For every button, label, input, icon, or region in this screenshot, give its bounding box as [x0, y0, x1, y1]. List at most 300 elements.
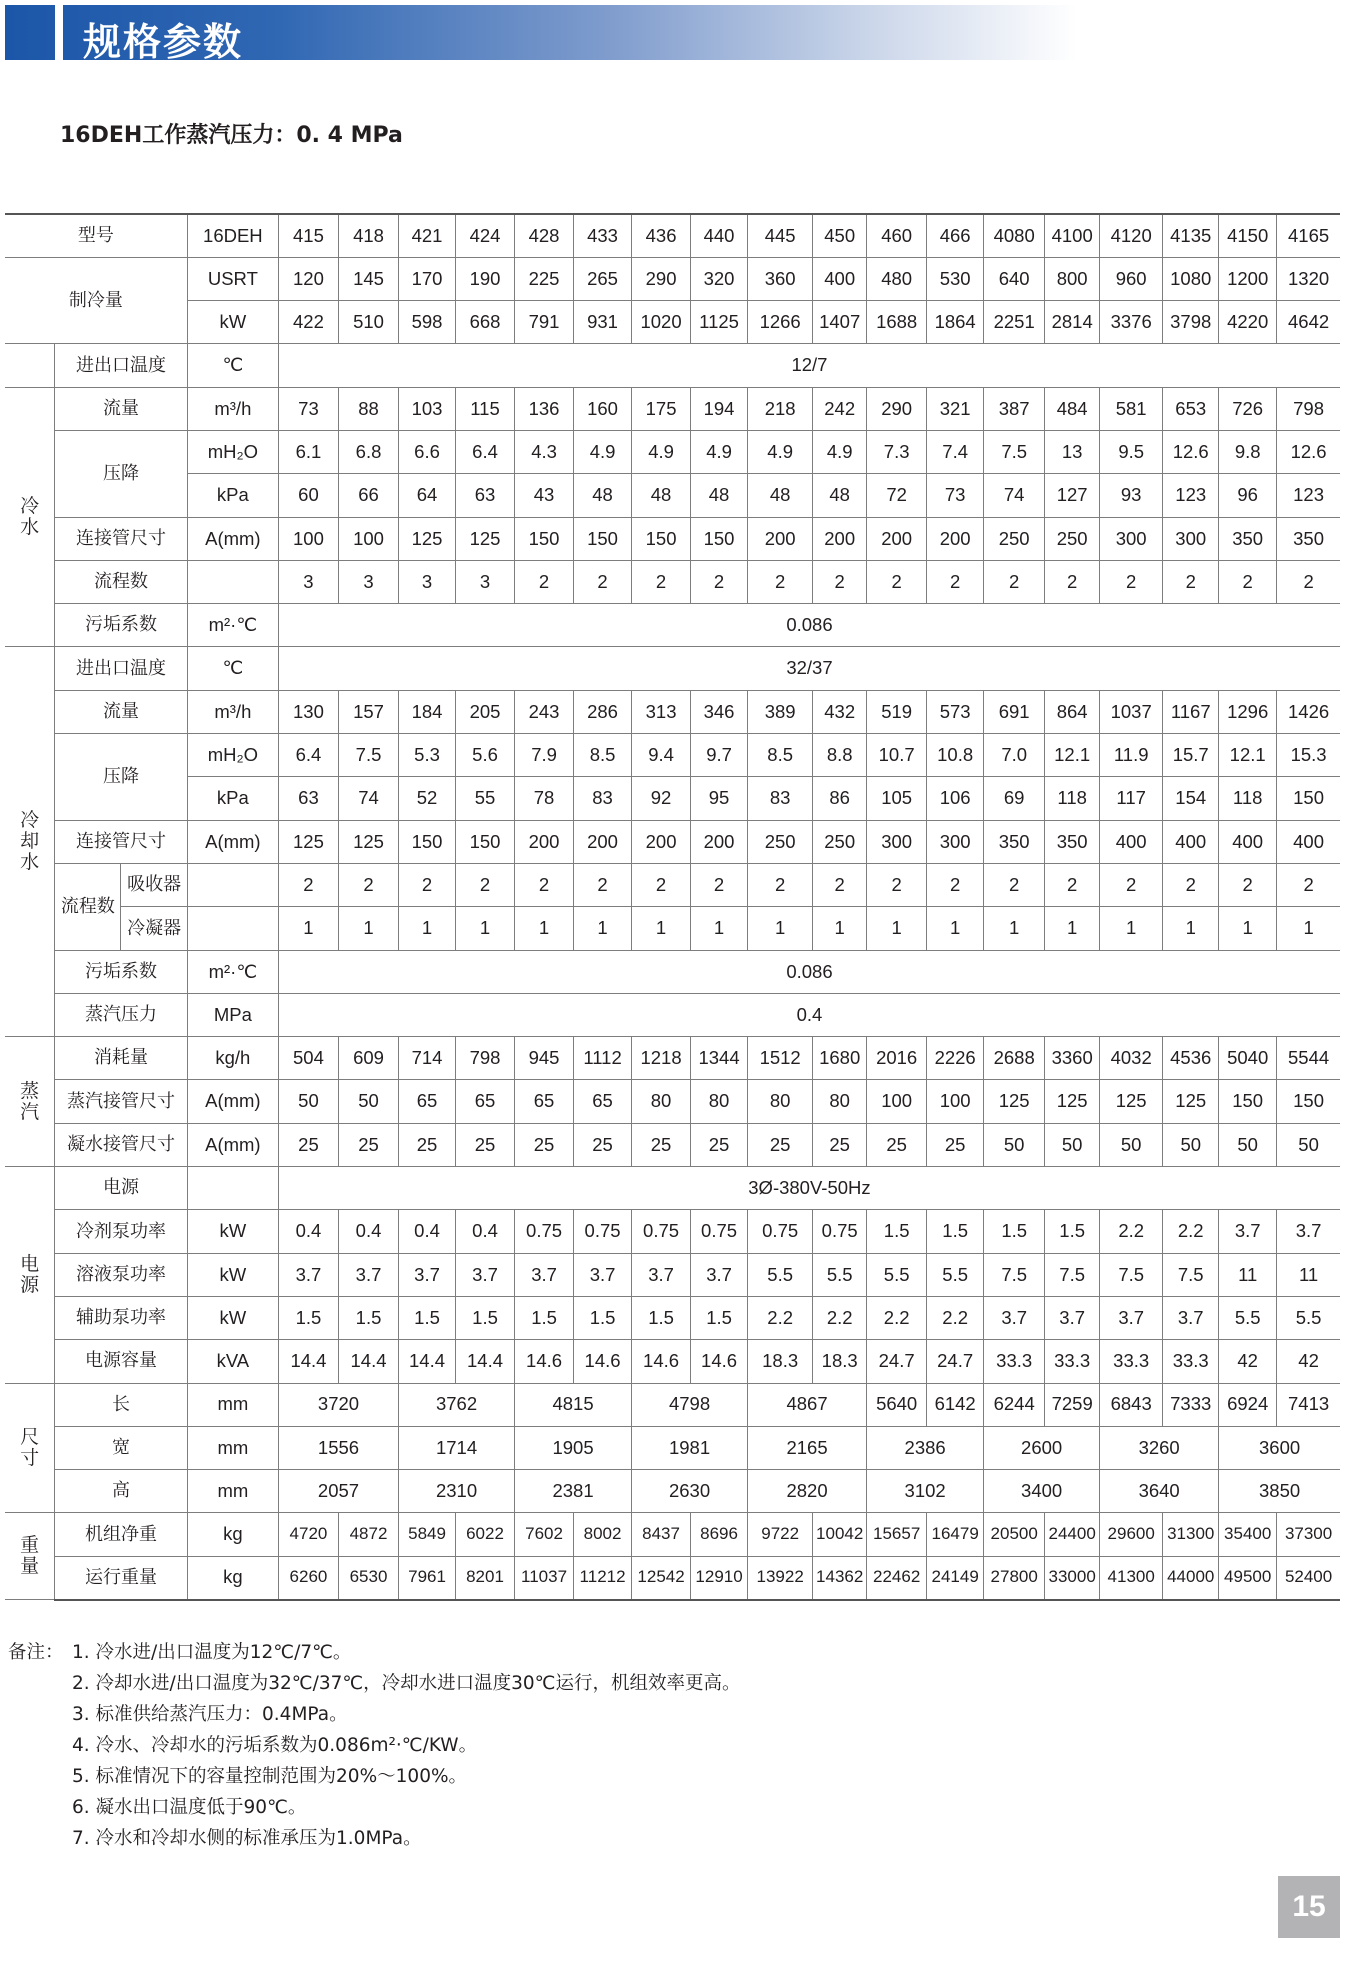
value-cell: 25 [399, 1123, 456, 1166]
value-cell: 300 [1163, 517, 1219, 560]
value-cell: 484 [1045, 387, 1100, 430]
value-cell: 360 [748, 257, 813, 300]
table-row [5, 950, 1340, 993]
value-cell: 1.5 [338, 1296, 398, 1339]
value-cell: 123 [1163, 474, 1219, 517]
value-cell: 49500 [1219, 1556, 1277, 1599]
value-cell: 864 [1045, 690, 1100, 733]
value-cell: 2.2 [1100, 1210, 1163, 1253]
value-cell: 2.2 [748, 1296, 813, 1339]
value-cell: 12.6 [1277, 430, 1340, 473]
value-cell: 48 [748, 474, 813, 517]
value-cell: 1 [632, 907, 691, 950]
category-char: 汽 [20, 1100, 40, 1123]
value-cell: 640 [984, 257, 1045, 300]
value-cell: 10.8 [927, 734, 984, 777]
value-cell: 130 [278, 690, 338, 733]
value-cell: 14.4 [456, 1340, 515, 1383]
value-cell: 3 [399, 560, 456, 603]
value-cell: 286 [574, 690, 632, 733]
value-cell: 3640 [1100, 1470, 1219, 1513]
value-cell: 2251 [984, 301, 1045, 344]
value-cell: 4.9 [632, 430, 691, 473]
value-cell: 5849 [399, 1513, 456, 1556]
unit-cell: kg [187, 1556, 278, 1599]
value-cell: 1020 [632, 301, 691, 344]
table-cell: 进出口温度 [55, 344, 188, 387]
value-cell: 25 [813, 1123, 867, 1166]
value-cell: 9.7 [691, 734, 748, 777]
value-cell: 290 [632, 257, 691, 300]
value-cell: 3102 [867, 1470, 984, 1513]
value-cell: 4.9 [691, 430, 748, 473]
table-cell: 长 [55, 1383, 188, 1426]
unit-cell: m²·℃ [187, 604, 278, 647]
value-cell: 10042 [813, 1513, 867, 1556]
table-row [5, 1426, 1340, 1469]
value-cell: 2 [1163, 560, 1219, 603]
value-cell: 25 [867, 1123, 927, 1166]
value-cell: 74 [984, 474, 1045, 517]
value-cell: 2814 [1045, 301, 1100, 344]
value-cell: 150 [515, 517, 574, 560]
value-cell: 31300 [1163, 1513, 1219, 1556]
unit-cell: mm [187, 1470, 278, 1513]
value-cell: 117 [1100, 777, 1163, 820]
value-cell: 350 [1045, 820, 1100, 863]
category-cell [5, 1167, 55, 1383]
value-cell: 2 [632, 863, 691, 906]
value-cell: 400 [1163, 820, 1219, 863]
value-cell: 445 [748, 214, 813, 257]
value-cell: 200 [632, 820, 691, 863]
value-cell: 7.5 [984, 430, 1045, 473]
value-cell: 5.5 [813, 1253, 867, 1296]
value-cell: 0.75 [515, 1210, 574, 1253]
value-cell: 8.8 [813, 734, 867, 777]
value-cell: 3.7 [278, 1253, 338, 1296]
value-cell: 5.5 [867, 1253, 927, 1296]
value-cell: 1 [338, 907, 398, 950]
value-cell: 3.7 [399, 1253, 456, 1296]
value-cell: 10.7 [867, 734, 927, 777]
value-cell: 6.4 [278, 734, 338, 777]
value-cell: 69 [984, 777, 1045, 820]
value-cell: 3360 [1045, 1037, 1100, 1080]
value-cell: 6142 [927, 1383, 984, 1426]
category-char: 蒸 [20, 1079, 40, 1102]
value-cell: 2600 [984, 1426, 1100, 1469]
value-cell: 691 [984, 690, 1045, 733]
value-cell: 1407 [813, 301, 867, 344]
page-number: 15 [1278, 1876, 1340, 1938]
value-cell: 1.5 [515, 1296, 574, 1339]
value-cell: 4815 [515, 1383, 632, 1426]
value-cell: 4120 [1100, 214, 1163, 257]
value-cell: 346 [691, 690, 748, 733]
table-row [5, 1210, 1340, 1253]
value-cell: 2 [456, 863, 515, 906]
value-cell: 72 [867, 474, 927, 517]
value-cell: 2 [867, 560, 927, 603]
value-cell: 105 [867, 777, 927, 820]
value-cell: 6244 [984, 1383, 1045, 1426]
table-cell: 高 [55, 1470, 188, 1513]
value-cell: 150 [1277, 777, 1340, 820]
value-cell: 1905 [515, 1426, 632, 1469]
value-cell: 7.5 [338, 734, 398, 777]
value-cell: 200 [748, 517, 813, 560]
table-row [5, 1037, 1340, 1080]
value-cell: 33.3 [1045, 1340, 1100, 1383]
value-cell: 200 [867, 517, 927, 560]
value-cell: 14.4 [278, 1340, 338, 1383]
value-cell: 33.3 [1100, 1340, 1163, 1383]
value-cell: 33000 [1045, 1556, 1100, 1599]
value-cell: 0.75 [574, 1210, 632, 1253]
value-cell: 3 [338, 560, 398, 603]
value-cell: 73 [278, 387, 338, 430]
value-cell: 1 [927, 907, 984, 950]
value-cell: 48 [632, 474, 691, 517]
category-char: 重 [20, 1534, 40, 1557]
value-cell: 200 [927, 517, 984, 560]
value-cell: 1320 [1277, 257, 1340, 300]
value-cell: 7.5 [1100, 1253, 1163, 1296]
category-char: 源 [20, 1273, 40, 1296]
category-char: 水 [20, 851, 40, 874]
table-row [5, 1167, 1340, 1210]
category-char: 却 [20, 830, 40, 853]
table-cell: 流程数 [55, 863, 121, 950]
value-cell: 2 [338, 863, 398, 906]
value-cell: 1.5 [984, 1210, 1045, 1253]
table-row [5, 1470, 1340, 1513]
value-cell: 4.9 [813, 430, 867, 473]
value-cell: 95 [691, 777, 748, 820]
note-item: 7. 冷水和冷却水侧的标准承压为1.0MPa。 [72, 1828, 422, 1849]
value-cell: 7413 [1277, 1383, 1340, 1426]
value-cell: 7333 [1163, 1383, 1219, 1426]
value-cell: 2 [278, 863, 338, 906]
value-cell: 25 [748, 1123, 813, 1166]
value-cell: 32/37 [278, 647, 1340, 690]
value-cell: 2 [574, 863, 632, 906]
value-cell: 88 [338, 387, 398, 430]
notes-lead: 备注： [8, 1642, 64, 1663]
value-cell: 1 [1219, 907, 1277, 950]
table-row [5, 257, 1340, 300]
value-cell: 1.5 [691, 1296, 748, 1339]
value-cell: 1 [1277, 907, 1340, 950]
unit-cell: kPa [187, 777, 278, 820]
value-cell: 1.5 [927, 1210, 984, 1253]
value-cell: 33.3 [1163, 1340, 1219, 1383]
value-cell: 2386 [867, 1426, 984, 1469]
value-cell: 74 [338, 777, 398, 820]
unit-cell: kVA [187, 1340, 278, 1383]
value-cell: 1 [278, 907, 338, 950]
value-cell: 5640 [867, 1383, 927, 1426]
value-cell: 530 [927, 257, 984, 300]
unit-cell: A(mm) [187, 1123, 278, 1166]
unit-cell: kg/h [187, 1037, 278, 1080]
value-cell: 1 [813, 907, 867, 950]
value-cell: 250 [748, 820, 813, 863]
value-cell: 7.5 [1163, 1253, 1219, 1296]
table-cell: 消耗量 [55, 1037, 188, 1080]
note-item: 4. 冷水、冷却水的污垢系数为0.086m²·℃/KW。 [72, 1735, 478, 1756]
value-cell: 22462 [867, 1556, 927, 1599]
value-cell: 0.75 [691, 1210, 748, 1253]
value-cell: 450 [813, 214, 867, 257]
value-cell: 2 [399, 863, 456, 906]
table-row [5, 690, 1340, 733]
value-cell: 2820 [748, 1470, 867, 1513]
category-char: 量 [20, 1555, 40, 1578]
value-cell: 200 [574, 820, 632, 863]
value-cell: 150 [456, 820, 515, 863]
value-cell: 125 [984, 1080, 1045, 1123]
value-cell: 8201 [456, 1556, 515, 1599]
value-cell: 127 [1045, 474, 1100, 517]
value-cell: 1080 [1163, 257, 1219, 300]
value-cell: 43 [515, 474, 574, 517]
value-cell: 3798 [1163, 301, 1219, 344]
value-cell: 52 [399, 777, 456, 820]
value-cell: 4720 [278, 1513, 338, 1556]
value-cell: 50 [1277, 1123, 1340, 1166]
unit-cell: mH₂O [187, 430, 278, 473]
value-cell: 1.5 [1045, 1210, 1100, 1253]
value-cell: 83 [574, 777, 632, 820]
value-cell: 3850 [1219, 1470, 1340, 1513]
value-cell: 92 [632, 777, 691, 820]
value-cell: 11 [1277, 1253, 1340, 1296]
value-cell: 668 [456, 301, 515, 344]
value-cell: 1.5 [278, 1296, 338, 1339]
value-cell: 290 [867, 387, 927, 430]
value-cell: 150 [399, 820, 456, 863]
value-cell: 136 [515, 387, 574, 430]
value-cell: 100 [867, 1080, 927, 1123]
value-cell: 2 [632, 560, 691, 603]
value-cell: 387 [984, 387, 1045, 430]
value-cell: 50 [1163, 1123, 1219, 1166]
value-cell: 1 [515, 907, 574, 950]
category-cell [5, 647, 55, 1037]
value-cell: 300 [867, 820, 927, 863]
table-cell: 机组净重 [55, 1513, 188, 1556]
value-cell: 1680 [813, 1037, 867, 1080]
value-cell: 63 [278, 777, 338, 820]
table-row [5, 214, 1340, 257]
value-cell: 1.5 [456, 1296, 515, 1339]
table-row [5, 604, 1340, 647]
table-cell: 污垢系数 [55, 950, 188, 993]
table-cell: 连接管尺寸 [55, 517, 188, 560]
value-cell: 63 [456, 474, 515, 517]
unit-cell: kW [187, 1210, 278, 1253]
category-cell [5, 1513, 55, 1600]
unit-cell: m³/h [187, 690, 278, 733]
value-cell: 320 [691, 257, 748, 300]
table-cell: 蒸汽压力 [55, 993, 188, 1036]
category-char: 冷 [20, 809, 40, 832]
value-cell: 103 [399, 387, 456, 430]
unit-cell: mm [187, 1383, 278, 1426]
value-cell: 1.5 [867, 1210, 927, 1253]
unit-cell: mH₂O [187, 734, 278, 777]
value-cell: 3.7 [1163, 1296, 1219, 1339]
table-row [5, 863, 1340, 906]
value-cell: 13922 [748, 1556, 813, 1599]
value-cell: 400 [813, 257, 867, 300]
value-cell: 1426 [1277, 690, 1340, 733]
value-cell: 12/7 [278, 344, 1340, 387]
value-cell: 2 [515, 560, 574, 603]
category-char: 寸 [20, 1446, 40, 1469]
value-cell: 0.75 [632, 1210, 691, 1253]
value-cell: 1 [574, 907, 632, 950]
value-cell: 2 [691, 560, 748, 603]
unit-cell: A(mm) [187, 517, 278, 560]
value-cell: 2 [867, 863, 927, 906]
unit-cell: A(mm) [187, 820, 278, 863]
value-cell: 609 [338, 1037, 398, 1080]
unit-cell: kPa [187, 474, 278, 517]
blank-cell [5, 344, 55, 387]
value-cell: 4100 [1045, 214, 1100, 257]
value-cell: 350 [984, 820, 1045, 863]
value-cell: 7.5 [1045, 1253, 1100, 1296]
table-row [5, 430, 1340, 473]
table-row [5, 474, 1340, 517]
value-cell: 432 [813, 690, 867, 733]
value-cell: 3.7 [1100, 1296, 1163, 1339]
value-cell: 48 [691, 474, 748, 517]
value-cell: 791 [515, 301, 574, 344]
value-cell: 25 [338, 1123, 398, 1166]
value-cell: 48 [813, 474, 867, 517]
table-cell: 流量 [55, 690, 188, 733]
value-cell: 3600 [1219, 1426, 1340, 1469]
value-cell: 250 [813, 820, 867, 863]
category-char: 冷 [20, 495, 40, 518]
value-cell: 4135 [1163, 214, 1219, 257]
value-cell: 115 [456, 387, 515, 430]
table-cell: 进出口温度 [55, 647, 188, 690]
value-cell: 3.7 [691, 1253, 748, 1296]
value-cell: 7259 [1045, 1383, 1100, 1426]
value-cell: 1688 [867, 301, 927, 344]
value-cell: 6843 [1100, 1383, 1163, 1426]
table-cell: 宽 [55, 1426, 188, 1469]
value-cell: 265 [574, 257, 632, 300]
table-cell: 电源 [55, 1167, 188, 1210]
value-cell: 4536 [1163, 1037, 1219, 1080]
value-cell: 65 [574, 1080, 632, 1123]
value-cell: 1266 [748, 301, 813, 344]
value-cell: 14.6 [515, 1340, 574, 1383]
value-cell: 1556 [278, 1426, 398, 1469]
value-cell: 50 [278, 1080, 338, 1123]
model-prefix: 16DEH [187, 214, 278, 257]
value-cell: 12.1 [1045, 734, 1100, 777]
unit-cell: ℃ [187, 344, 278, 387]
value-cell: 125 [1100, 1080, 1163, 1123]
value-cell: 4.3 [515, 430, 574, 473]
value-cell: 3 [278, 560, 338, 603]
value-cell: 16479 [927, 1513, 984, 1556]
category-char: 尺 [20, 1426, 40, 1449]
unit-cell: m²·℃ [187, 950, 278, 993]
value-cell: 15.7 [1163, 734, 1219, 777]
value-cell: 1 [1163, 907, 1219, 950]
value-cell: 6260 [278, 1556, 338, 1599]
value-cell: 504 [278, 1037, 338, 1080]
value-cell: 0.75 [813, 1210, 867, 1253]
table-cell: 运行重量 [55, 1556, 188, 1599]
value-cell: 2165 [748, 1426, 867, 1469]
value-cell: 5.6 [456, 734, 515, 777]
value-cell: 160 [574, 387, 632, 430]
value-cell: 4867 [748, 1383, 867, 1426]
value-cell: 1512 [748, 1037, 813, 1080]
table-row [5, 820, 1340, 863]
category-char: 水 [20, 516, 40, 539]
table-row [5, 1340, 1340, 1383]
table-cell: 冷凝器 [121, 907, 187, 950]
value-cell: 7602 [515, 1513, 574, 1556]
value-cell: 5.5 [748, 1253, 813, 1296]
value-cell: 440 [691, 214, 748, 257]
value-cell: 4080 [984, 214, 1045, 257]
value-cell: 2.2 [1163, 1210, 1219, 1253]
table-row [5, 1383, 1340, 1426]
value-cell: 1296 [1219, 690, 1277, 733]
value-cell: 15657 [867, 1513, 927, 1556]
table-row [5, 1253, 1340, 1296]
value-cell: 24149 [927, 1556, 984, 1599]
value-cell: 573 [927, 690, 984, 733]
value-cell: 150 [1219, 1080, 1277, 1123]
value-cell: 125 [456, 517, 515, 560]
value-cell: 0.4 [399, 1210, 456, 1253]
table-row [5, 1080, 1340, 1123]
value-cell: 2 [984, 863, 1045, 906]
value-cell: 2 [1219, 863, 1277, 906]
value-cell: 581 [1100, 387, 1163, 430]
value-cell: 3.7 [1277, 1210, 1340, 1253]
table-row [5, 301, 1340, 344]
value-cell: 0.4 [278, 993, 1340, 1036]
value-cell: 418 [338, 214, 398, 257]
value-cell: 2 [1045, 863, 1100, 906]
value-cell: 50 [1045, 1123, 1100, 1166]
value-cell: 12910 [691, 1556, 748, 1599]
value-cell: 3.7 [1219, 1210, 1277, 1253]
value-cell: 123 [1277, 474, 1340, 517]
value-cell: 422 [278, 301, 338, 344]
table-row [5, 1296, 1340, 1339]
value-cell: 389 [748, 690, 813, 733]
unit-cell: MPa [187, 993, 278, 1036]
value-cell: 3.7 [632, 1253, 691, 1296]
value-cell: 1 [456, 907, 515, 950]
table-row [5, 517, 1340, 560]
value-cell: 25 [456, 1123, 515, 1166]
